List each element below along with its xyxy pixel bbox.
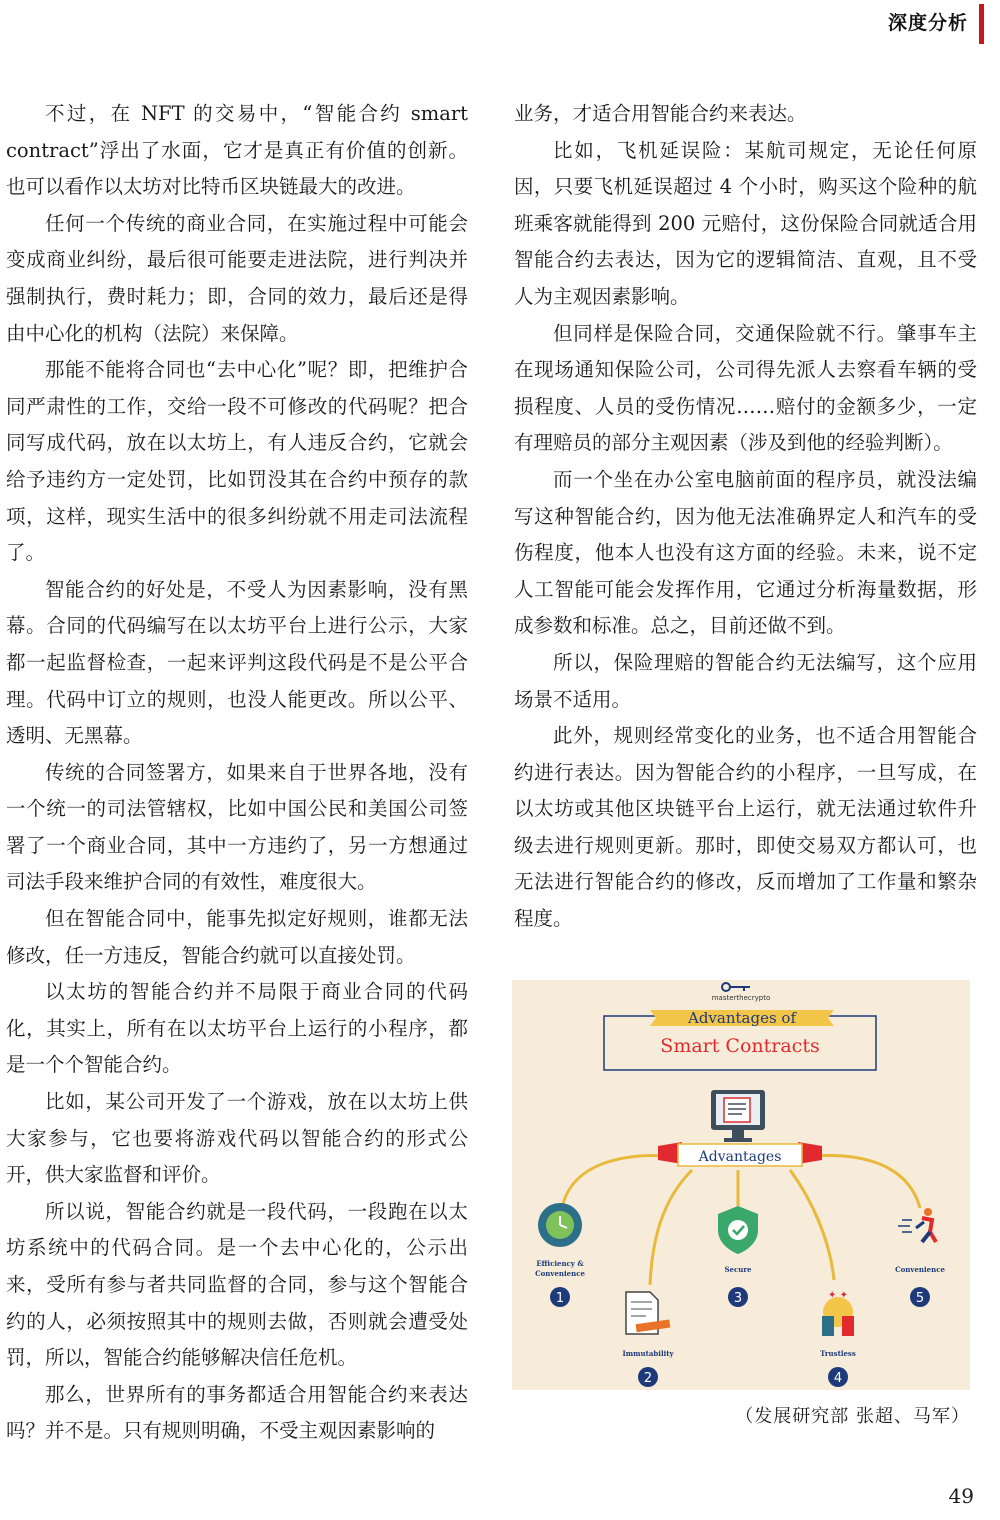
item-2-number: 2	[643, 1371, 653, 1386]
paragraph: 而一个坐在办公室电脑前面的程序员，就没法编写这种智能合约，因为他无法准确界定人和汽车的受伤程度，他本人也没有这方面的经验。未来，说不定人工智能可能会发挥作用，它通过分析海量数据，形成参数和标准。总之，目前还做不到。	[514, 467, 977, 638]
paragraph: 任何一个传统的商业合同，在实施过程中可能会变成商业纠纷，最后很可能要走进法院，进行判决并强制执行，费时耗力；即，合同的效力，最后还是得由中心化的机构（法院）来保障。	[6, 211, 468, 345]
key-logo-icon	[722, 983, 750, 991]
computer-icon	[711, 1090, 765, 1142]
item-4-number: 4	[833, 1371, 843, 1386]
paragraph: 不过，在 NFT 的交易中，“智能合约 smart contract”浮出了水面，它才是真正有价值的创新。也可以看作以太坊对比特币区块链最大的改进。	[6, 102, 468, 199]
paragraph: 智能合约的好处是，不受人为因素影响，没有黑幕。合同的代码编写在以太坊平台上进行公示，大家都一起监督检查，一起来评判这段代码是不是公平合理。代码中订立的规则，也没人能更改。所以公平、透明、无黑幕。	[6, 577, 468, 748]
paragraph: 所以说，智能合约就是一段代码，一段跑在以太坊系统中的代码合同。是一个去中心化的，公示出来，受所有参与者共同监督的合同，参与这个智能合约的人，必须按照其中的规则去做，否则就会遭受处罚，所以，智能合约能够解决信任危机。	[6, 1199, 468, 1370]
section-label: 深度分析	[887, 12, 968, 34]
paragraph: 但在智能合同中，能事先拟定好规则，谁都无法修改，任一方违反，智能合约就可以直接处罚。	[6, 907, 468, 967]
paragraph: 但同样是保险合同，交通保险就不行。肇事车主在现场通知保险公司，公司得先派人去察看车辆的受损程度、人员的受伤情况……赔付的金额多少，一定有理赔员的部分主观因素（涉及到他的经验判断）。	[514, 321, 977, 455]
author-caption: （发展研究部 张超、马军）	[735, 1406, 970, 1427]
gear-clock-icon	[538, 1203, 582, 1247]
item-3-label: Secure	[724, 1265, 752, 1274]
advantages-infographic	[512, 980, 970, 1390]
paragraph: 以太坊的智能合约并不局限于商业合同的代码化，其实上，所有在以太坊平台上运行的小程序，都是一个个智能合约。	[6, 980, 468, 1077]
paragraph: 那么，世界所有的事务都适合用智能合约来表达吗？并不是。只有规则明确，不受主观因素影响的	[6, 1382, 468, 1443]
item-2-label: Immutability	[622, 1349, 674, 1358]
paragraph: 比如，某公司开发了一个游戏，放在以太坊上供大家参与，它也要将游戏代码以智能合约的形式公开，供大家监督和评价。	[6, 1090, 468, 1187]
item-1-label-line1: Efficiency &	[536, 1259, 584, 1268]
paragraph: 比如，飞机延误险：某航司规定，无论任何原因，只要飞机延误超过 4 个小时，购买这个险种的航班乘客就能得到 200 元赔付，这份保险合同就适合用智能合约去表达，因为它的逻辑简洁、直观，且不受人为主观因素影响。	[514, 138, 977, 308]
center-label: Advantages	[698, 1149, 782, 1165]
runner-icon	[898, 1208, 936, 1242]
item-4-label: Trustless	[820, 1349, 856, 1358]
item-1-label-line2: Convenience	[535, 1269, 585, 1278]
paragraph: 传统的合同签署方，如果来自于世界各地，没有一个统一的司法管辖权，比如中国公民和美国公司签署了一个商业合同，其中一方违约了，另一方想通过司法手段来维护合同的有效性，难度很大。	[6, 760, 468, 894]
item-5-number: 5	[915, 1291, 925, 1306]
svg-text:✦ ✦: ✦ ✦	[828, 1290, 848, 1301]
handshake-icon	[822, 1290, 854, 1336]
infographic-title-line2: Smart Contracts	[660, 1035, 820, 1057]
item-3-number: 3	[733, 1291, 743, 1306]
paragraph: 此外，规则经常变化的业务，也不适合用智能合约进行表达。因为智能合约的小程序，一旦写成，在以太坊或其他区块链平台上运行，就无法通过软件升级去进行规则更新。那时，即使交易双方都认可，也无法进行智能合约的修改，反而增加了工作量和繁杂程度。	[514, 724, 977, 931]
brand-text: masterthecrypto	[711, 994, 771, 1002]
item-5-label: Convenience	[895, 1265, 945, 1274]
item-1-number: 1	[555, 1291, 565, 1306]
document-pen-icon	[626, 1292, 670, 1334]
paragraph: 业务，才适合用智能合约来表达。	[514, 102, 807, 125]
right-column	[514, 96, 977, 938]
shield-check-icon	[718, 1206, 758, 1254]
infographic-title-line1: Advantages of	[687, 1009, 797, 1027]
paragraph: 那能不能将合同也“去中心化”呢？即，把维护合同严肃性的工作，交给一段不可修改的代码呢？把合同写成代码，放在以太坊上，有人违反合约，它就会给予违约方一定处罚，比如罚没其在合约中预存的款项，这样，现实生活中的很多纠纷就不用走司法流程了。	[6, 358, 468, 565]
left-column	[6, 96, 468, 1450]
paragraph: 所以，保险理赔的智能合约无法编写，这个应用场景不适用。	[514, 650, 977, 711]
section-accent-bar	[979, 4, 984, 44]
page-number: 49	[948, 1484, 974, 1508]
